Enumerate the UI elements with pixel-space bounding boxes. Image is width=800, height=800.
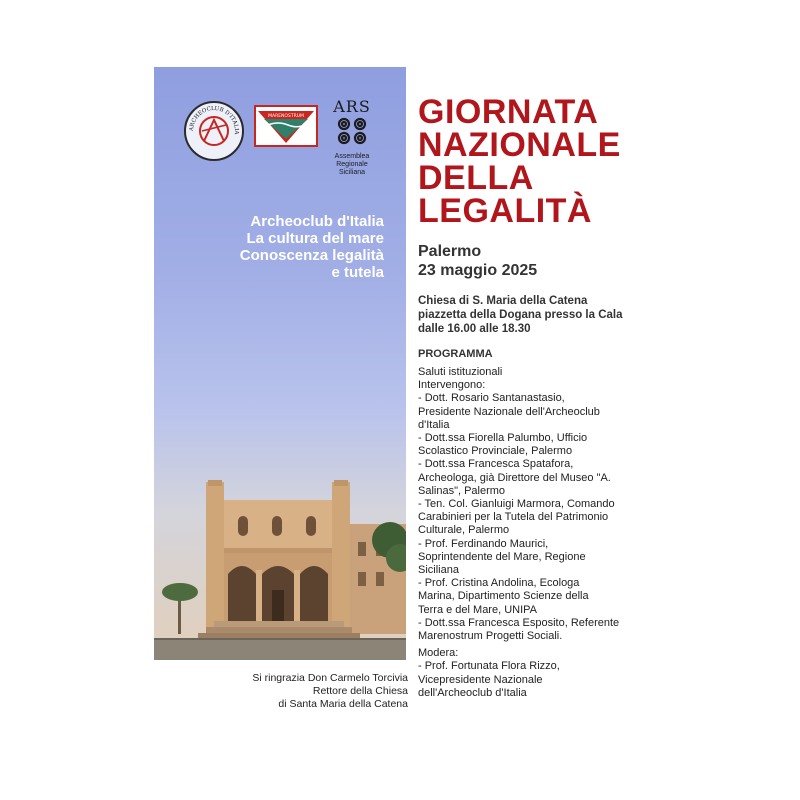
- speaker-line: Scolastico Provinciale, Palermo: [418, 445, 573, 458]
- event-date: 23 maggio 2025: [418, 262, 538, 279]
- programma-heading: PROGRAMMA: [418, 348, 493, 360]
- speaker-line: Marenostrum Progetti Sociali.: [418, 630, 563, 643]
- saluti-line: Saluti istituzionali: [418, 366, 503, 378]
- acknowledgement: Si ringrazia Don Carmelo Torcivia Rettore della Chiesa di Santa Maria della Catena: [252, 672, 408, 710]
- programma-list: [418, 366, 790, 700]
- event-location-date: [418, 242, 790, 280]
- ars-subtitle: Assemblea Regionale Siciliana: [334, 153, 370, 176]
- trinacria-icon: [335, 116, 369, 146]
- speaker-line: - Dott.ssa Fiorella Palumbo, Ufficio: [418, 432, 588, 445]
- speaker-line: Presidente Nazionale dell'Archeoclub: [418, 405, 600, 418]
- modera-label: Modera:: [418, 647, 459, 660]
- intervengono-label: Intervengono:: [418, 379, 486, 392]
- poster-image-panel: [154, 67, 406, 660]
- svg-text:ARCHEOCLUB D'ITALIA: ARCHEOCLUB D'ITALIA: [188, 105, 240, 135]
- church-photo: [154, 462, 406, 660]
- speaker-line: - Prof. Ferdinando Maurici,: [418, 537, 549, 550]
- marenostrum-logo: [254, 105, 318, 147]
- speaker-line: Carabinieri per la Tutela del Patrimonio: [418, 511, 609, 524]
- speaker-line: - Prof. Cristina Andolina, Ecologa: [418, 577, 580, 590]
- speaker-line: d'Italia: [418, 418, 450, 431]
- speaker-line: - Dott.ssa Francesca Esposito, Referente: [418, 616, 620, 629]
- speaker-line: - Dott.ssa Francesca Spatafora,: [418, 458, 574, 471]
- speaker-line: Soprintendente del Mare, Regione: [418, 550, 586, 563]
- event-info: [418, 93, 790, 700]
- moderator-line: dell'Archeoclub d'Italia: [418, 686, 527, 699]
- event-venue: Chiesa di S. Maria della Catena piazzetta della Dogana presso la Cala dalle 16.00 alle 18.30: [418, 295, 623, 335]
- svg-text:MARENOSTRUM: MARENOSTRUM: [268, 114, 304, 119]
- panel-tagline: Archeoclub d'Italia La cultura del mare Conoscenza legalità e tutela: [239, 213, 384, 281]
- archeoclub-logo: [184, 101, 244, 161]
- moderator-line: - Prof. Fortunata Flora Rizzo,: [418, 660, 560, 673]
- speaker-line: Terra e del Mare, UNIPA: [418, 603, 538, 616]
- speaker-line: Salinas", Palermo: [418, 484, 506, 497]
- speaker-line: Marina, Dipartimento Scienze della: [418, 590, 589, 603]
- moderator-line: Vicepresidente Nazionale: [418, 673, 543, 686]
- speaker-line: - Ten. Col. Gianluigi Marmora, Comando: [418, 498, 615, 511]
- ars-title: ARS: [333, 97, 371, 116]
- speaker-line: Siciliana: [418, 564, 459, 577]
- speaker-line: Archeologa, già Direttore del Museo "A.: [418, 471, 611, 484]
- ars-logo: [322, 97, 382, 187]
- speaker-line: - Dott. Rosario Santanastasio,: [418, 392, 565, 405]
- speaker-line: Culturale, Palermo: [418, 524, 510, 537]
- event-title: GIORNATA NAZIONALE DELLA LEGALITÀ: [418, 93, 621, 230]
- event-city: Palermo: [418, 243, 482, 260]
